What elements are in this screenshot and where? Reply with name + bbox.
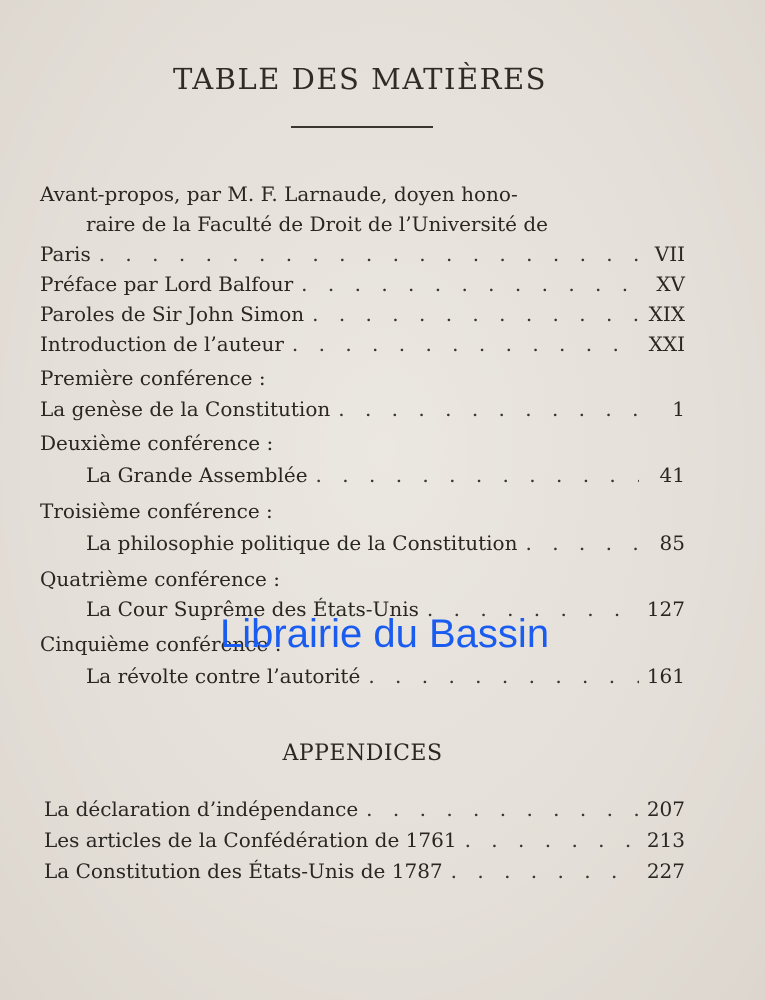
toc-entry-label: Paris bbox=[40, 242, 91, 266]
toc-entry-page: 85 bbox=[659, 531, 685, 555]
toc-entry-label: Les articles de la Confédération de 1761 bbox=[44, 828, 457, 852]
page-title: TABLE DES MATIÈRES bbox=[172, 62, 548, 96]
toc-entry-page: XXI bbox=[648, 332, 685, 356]
toc-heading-conf1: Première conférence : bbox=[40, 366, 266, 390]
toc-entry-page: 207 bbox=[646, 797, 685, 821]
toc-entry-page: 161 bbox=[646, 664, 685, 688]
watermark-text: Librairie du Bassin bbox=[220, 612, 550, 656]
toc-entry-label: La Grande Assemblée bbox=[86, 463, 308, 487]
toc-entry-page: 41 bbox=[659, 463, 685, 487]
toc-entry-label: Paroles de Sir John Simon bbox=[40, 302, 305, 326]
leader-dots bbox=[517, 529, 639, 557]
leader-dots bbox=[330, 395, 639, 423]
toc-entry-conf3 bbox=[86, 529, 685, 557]
toc-entry-page: 1 bbox=[672, 397, 685, 421]
title-rule bbox=[291, 126, 433, 128]
toc-heading-conf5: Cinquième conférence : bbox=[40, 632, 282, 656]
toc-entry-paroles bbox=[40, 300, 685, 328]
toc-entry-avant-propos bbox=[40, 240, 685, 268]
leader-dots bbox=[308, 461, 639, 489]
toc-heading-conf3: Troisième conférence : bbox=[40, 499, 273, 523]
toc-entry-preface bbox=[40, 270, 685, 298]
toc-entry-conf2 bbox=[86, 461, 685, 489]
toc-entry-appendix bbox=[44, 795, 685, 823]
toc-heading-conf2: Deuxième conférence : bbox=[40, 431, 274, 455]
leader-dots bbox=[284, 330, 639, 358]
leader-dots bbox=[443, 857, 639, 885]
toc-entry-conf5 bbox=[86, 662, 685, 690]
leader-dots bbox=[293, 270, 639, 298]
toc-heading-conf4: Quatrième conférence : bbox=[40, 567, 280, 591]
leader-dots bbox=[358, 795, 639, 823]
toc-entry-page: XIX bbox=[648, 302, 685, 326]
appendices-title: APPENDICES bbox=[282, 741, 443, 766]
toc-entry-label: La Cour Suprême des États-Unis bbox=[86, 597, 419, 621]
leader-dots bbox=[304, 300, 639, 328]
toc-entry-page: 227 bbox=[646, 859, 685, 883]
toc-entry-label: La philosophie politique de la Constitution bbox=[86, 531, 518, 555]
toc-entry-appendix bbox=[44, 826, 685, 854]
toc-entry-introduction bbox=[40, 330, 685, 358]
toc-entry-page: XV bbox=[656, 272, 685, 296]
toc-entry-label: Introduction de l’auteur bbox=[40, 332, 284, 356]
toc-entry-page: 127 bbox=[646, 597, 685, 621]
toc-entry-label: La révolte contre l’autorité bbox=[86, 664, 361, 688]
toc-entry-label: La genèse de la Constitution bbox=[40, 397, 331, 421]
toc-entry-page: 213 bbox=[646, 828, 685, 852]
toc-entry-label: La déclaration d’indépendance bbox=[44, 797, 359, 821]
leader-dots bbox=[360, 662, 639, 690]
toc-entry-appendix bbox=[44, 857, 685, 885]
toc-avant-propos-line1: Avant-propos, par M. F. Larnaude, doyen hono- bbox=[40, 182, 518, 206]
toc-entry-page: VII bbox=[654, 242, 685, 266]
toc-avant-propos-line2: raire de la Faculté de Droit de l’Université de bbox=[86, 212, 548, 236]
toc-entry-conf1 bbox=[40, 395, 685, 423]
toc-entry-label: Préface par Lord Balfour bbox=[40, 272, 294, 296]
toc-entry-label: La Constitution des États-Unis de 1787 bbox=[44, 859, 443, 883]
leader-dots bbox=[91, 240, 639, 268]
leader-dots bbox=[457, 826, 639, 854]
